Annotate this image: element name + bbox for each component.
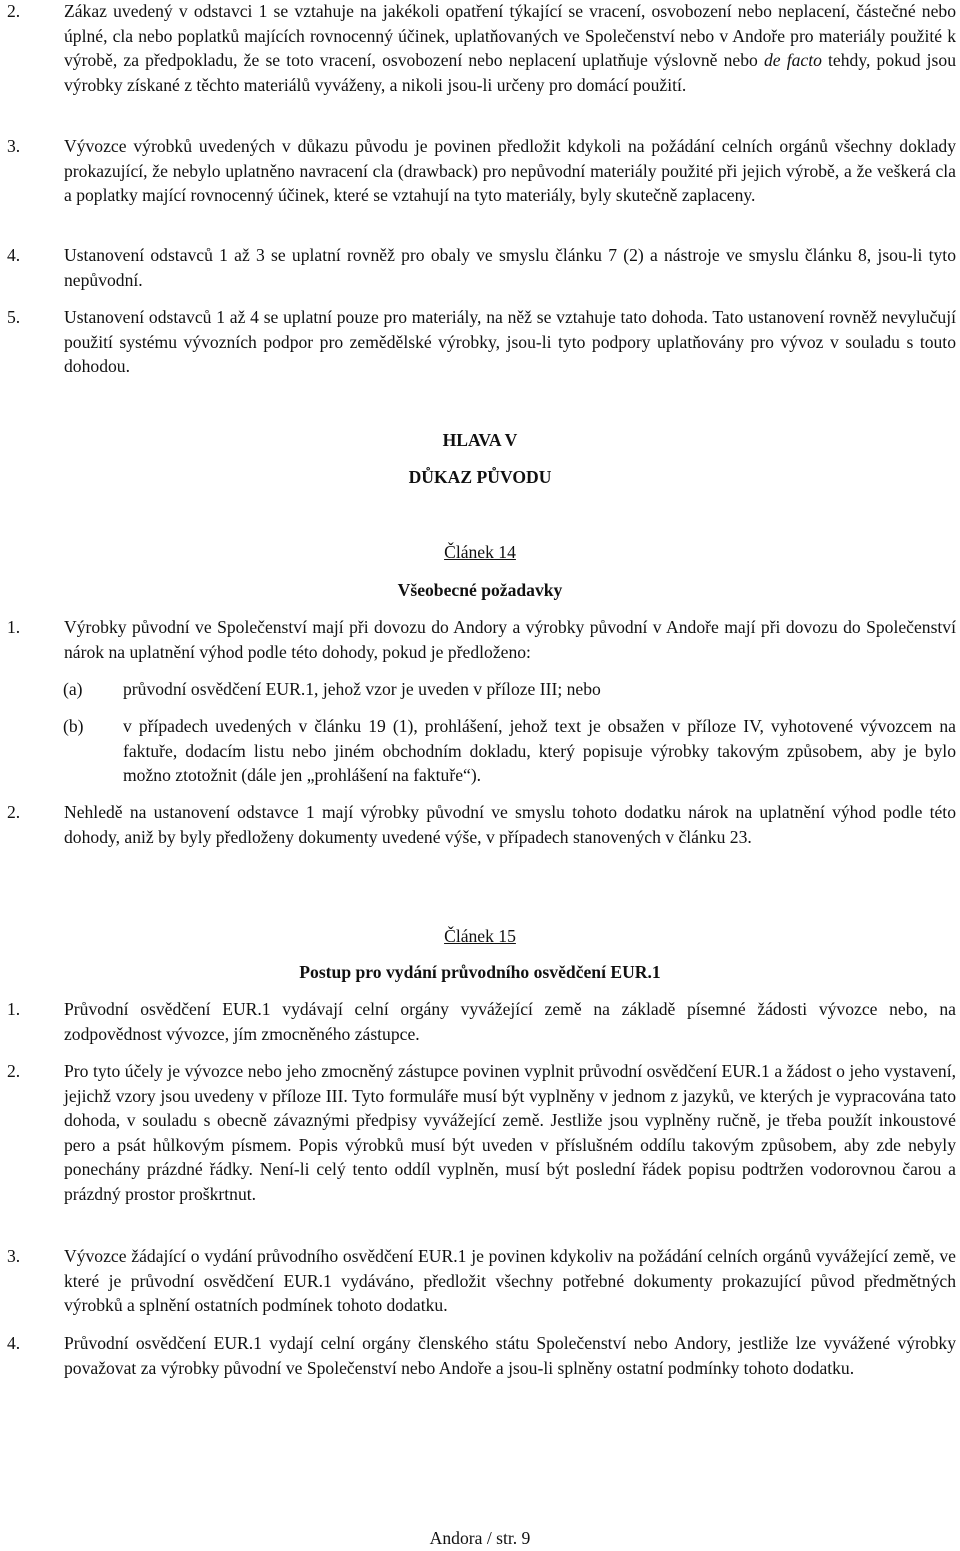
paragraph-text: Vývozce výrobků uvedených v důkazu původu je povinen předložit kdykoli na požádání celních orgánů všechny doklady prokazující, že nebylo uplatněno navracení cla (drawback) pro nepůvodní materiály použité při jejich výrobě, a že veškerá cla a poplatky mající rovnocenný účinek, které se vztahují na tyto materiály, byly skutečně zaplaceny. <box>64 136 956 206</box>
paragraph-text: Ustanovení odstavců 1 až 4 se uplatní pouze pro materiály, na něž se vztahuje tato dohoda. Tato ustanovení rovněž nevylučují použití systému vývozních podpor pro zemědělské výrobky, jsou-li tyto podpory uplatňovány pro vývoz v souladu s touto dohodou. <box>64 307 956 377</box>
part-subtitle: DŮKAZ PŮVODU <box>408 467 552 487</box>
item-text: v případech uvedených v článku 19 (1), prohlášení, jehož text je obsažen v příloze IV, vyhotovené vývozcem na faktuře, dodacím listu nebo jiném obchodním dokladu, který popisuje výrobky takovým způsobem, aby je bylo možno ztotožnit (dále jen „prohlášení na faktuře“). <box>123 716 956 786</box>
article-14-heading <box>0 540 960 565</box>
page-footer: Andora / str. 9 <box>429 1528 531 1548</box>
article-15-paragraph-2 <box>7 1059 956 1207</box>
article-15-heading <box>0 924 960 949</box>
paragraph-text: Pro tyto účely je vývozce nebo jeho zmocněný zástupce povinen vyplnit průvodní osvědčení EUR.1 a žádost o jeho vystavení, jejichž vzory jsou uvedeny v příloze III. Tyto formuláře musí být vyplněny v jednom z jazyků, ve kterých je vypracována tato dohoda, v souladu s obecně závaznými předpisy vyvážející země. Jestliže jsou vyplněny ručně, je třeba použít inkoustové pero a psát hůlkovým písmem. Popis výrobků musí být uveden v příslušném oddílu takovým způsobem, aby zde nebyly ponechány prázdné řádky. Není-li celý tento oddíl vyplněn, musí být poslední řádek popisu podtržen vodorovnou čarou a prázdný prostor proškrtnut. <box>64 1061 956 1204</box>
paragraph-number: 1. <box>7 999 21 1019</box>
paragraph-text: Ustanovení odstavců 1 až 3 se uplatní rovněž pro obaly ve smyslu článku 7 (2) a nástroje ve smyslu článku 8, jsou-li tyto nepůvodní. <box>64 245 956 290</box>
article-15-title: Článek 15 <box>444 926 516 946</box>
italic-term: de facto <box>763 50 822 71</box>
paragraph-4 <box>7 243 956 292</box>
paragraph-number: 2. <box>7 1 21 21</box>
paragraph-number: 2. <box>7 1061 21 1081</box>
article-14-subtitle: Všeobecné požadavky <box>397 580 563 600</box>
paragraph-text-end: tehdy, pokud jsou výrobky získané z těchto materiálů vyváženy, a nikoli jsou-li určeny pro domácí použití. <box>64 50 956 95</box>
article-15-paragraph-3 <box>7 1244 956 1318</box>
paragraph-text: Průvodní osvědčení EUR.1 vydávají celní orgány vyvážející země na základě písemné žádosti vývozce nebo, na zodpovědnost vývozce, jím zmocněného zástupce. <box>64 999 956 1044</box>
part-title: HLAVA V <box>442 430 518 450</box>
article-15-paragraph-4 <box>7 1331 956 1380</box>
paragraph-number: 3. <box>7 1246 21 1266</box>
paragraph-2 <box>7 0 956 97</box>
paragraph-number: 3. <box>7 136 21 156</box>
item-label: (b) <box>63 716 84 736</box>
paragraph-text: Průvodní osvědčení EUR.1 vydají celní orgány členského státu Společenství nebo Andory, jestliže lze vyvážené výrobky považovat za výrobky původní ve Společenství nebo Andoře a jsou-li splněny ostatní podmínky tohoto dodatku. <box>64 1333 956 1378</box>
article-14-paragraph-2 <box>7 800 956 849</box>
paragraph-text: Výrobky původní ve Společenství mají při dovozu do Andory a výrobky původní v Andoře mají při dovozu do Společenství nárok na uplatnění výhod podle této dohody, pokud je předloženo: <box>64 617 956 662</box>
article-14-paragraph-1 <box>7 615 956 664</box>
paragraph-text <box>64 0 956 97</box>
paragraph-number: 4. <box>7 245 21 265</box>
paragraph-text: Nehledě na ustanovení odstavce 1 mají výrobky původní ve smyslu tohoto dodatku nárok na uplatnění výhod podle této dohody, aniž by byly předloženy dokumenty uvedené výše, v případech stanovených v článku 23. <box>64 802 956 847</box>
item-label: (a) <box>63 679 83 699</box>
item-text: průvodní osvědčení EUR.1, jehož vzor je uveden v příloze III; nebo <box>123 679 601 699</box>
paragraph-text-start: Zákaz uvedený v odstavci 1 se vztahuje na jakékoli opatření týkající se vracení, osvobození nebo neplacení, částečné nebo úplné, cla nebo poplatků majících rovnocenný účinek, uplatňovaných ve Společenství nebo v Andoře pro materiály použité k výrobě, za předpokladu, že se toto vracení, osvobození nebo neplacení uplatňuje výslovně nebo <box>64 1 956 71</box>
paragraph-text: Vývozce žádající o vydání průvodního osvědčení EUR.1 je povinen kdykoliv na požádání celních orgánů vyvážející země, ve které je průvodní osvědčení EUR.1 vydáváno, předložit všechny potřebné dokumenty prokazující původ předmětných výrobků a splnění ostatních podmínek tohoto dodatku. <box>64 1246 956 1316</box>
paragraph-5 <box>7 305 956 379</box>
article-14-item-a <box>63 677 956 702</box>
paragraph-number: 1. <box>7 617 21 637</box>
article-15-subtitle: Postup pro vydání průvodního osvědčení EUR.1 <box>299 962 661 982</box>
paragraph-number: 4. <box>7 1333 21 1353</box>
paragraph-3 <box>7 134 956 208</box>
article-14-title: Článek 14 <box>444 542 516 562</box>
paragraph-number: 2. <box>7 802 21 822</box>
paragraph-number: 5. <box>7 307 21 327</box>
article-15-paragraph-1 <box>7 997 956 1046</box>
article-14-item-b <box>63 714 956 788</box>
